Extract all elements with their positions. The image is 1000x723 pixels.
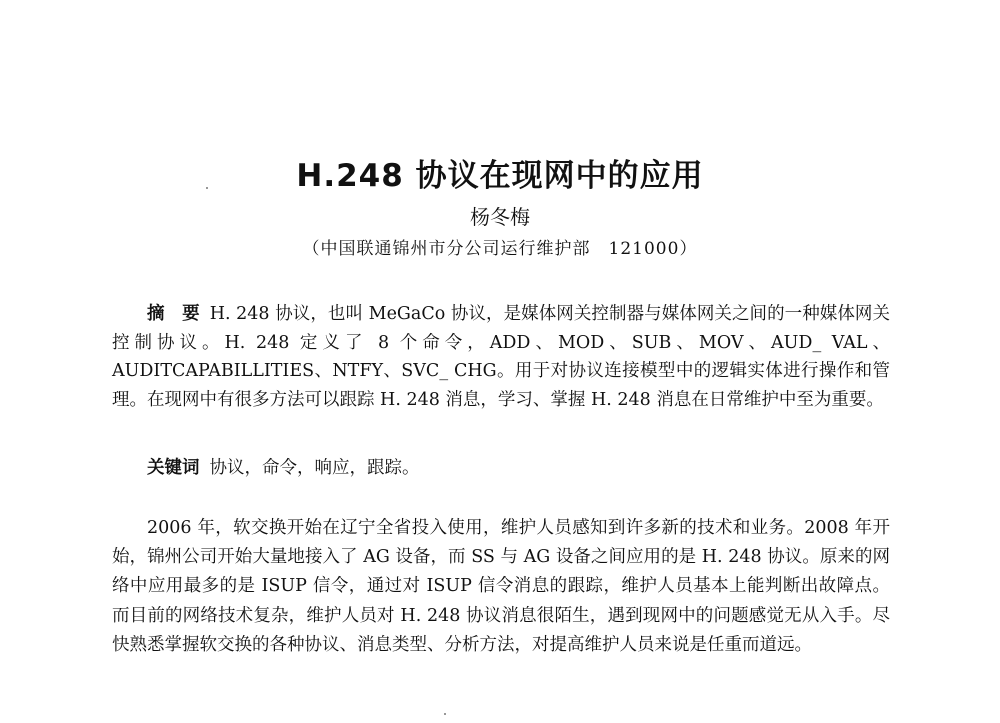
abstract-text: H. 248 协议，也叫 MeGaCo 协议，是媒体网关控制器与媒体网关之间的一种媒体网关控制协议。H. 248 定义了 8 个命令，ADD、MOD、SUB、MOV、AUD_ VAL、AUDITCAPABILLITIES、NTFY、SVC_ CHG。用于对协议连接模型中的逻辑实体进行操作和管理。在现网中有很多方法可以跟踪 H. 248 消息，学习、掌握 H. 248 消息在日常维护中至为重要。 [112,304,890,410]
author-name: 杨冬梅 [470,205,530,229]
abstract [112,300,890,414]
keywords-text: 协议，命令，响应，跟踪。 [209,458,420,478]
scan-speck [206,187,208,189]
author-affiliation: （中国联通锦州市分公司运行维护部 121000） [302,239,698,259]
scan-speck [444,713,446,715]
keywords-label: 关键词 [147,458,200,478]
body-paragraph: 2006 年，软交换开始在辽宁全省投入使用，维护人员感知到许多新的技术和业务。2008 年开始，锦州公司开始大量地接入了 AG 设备，而 SS 与 AG 设备之间应用的是 H. 248 协议。原来的网络中应用最多的是 ISUP 信令，通过对 ISUP 信令消息的跟踪，维护人员基本上能判断出故障点。而目前的网络技术复杂，维护人员对 H. 248 协议消息很陌生，遇到现网中的问题感觉无从入手。尽快熟悉掌握软交换的各种协议、消息类型、分析方法，对提高维护人员来说是任重而道远。 [112,518,890,655]
abstract-label: 摘 要 [147,304,200,324]
article-title: H.248 协议在现网中的应用 [296,158,704,194]
keywords [147,454,890,479]
